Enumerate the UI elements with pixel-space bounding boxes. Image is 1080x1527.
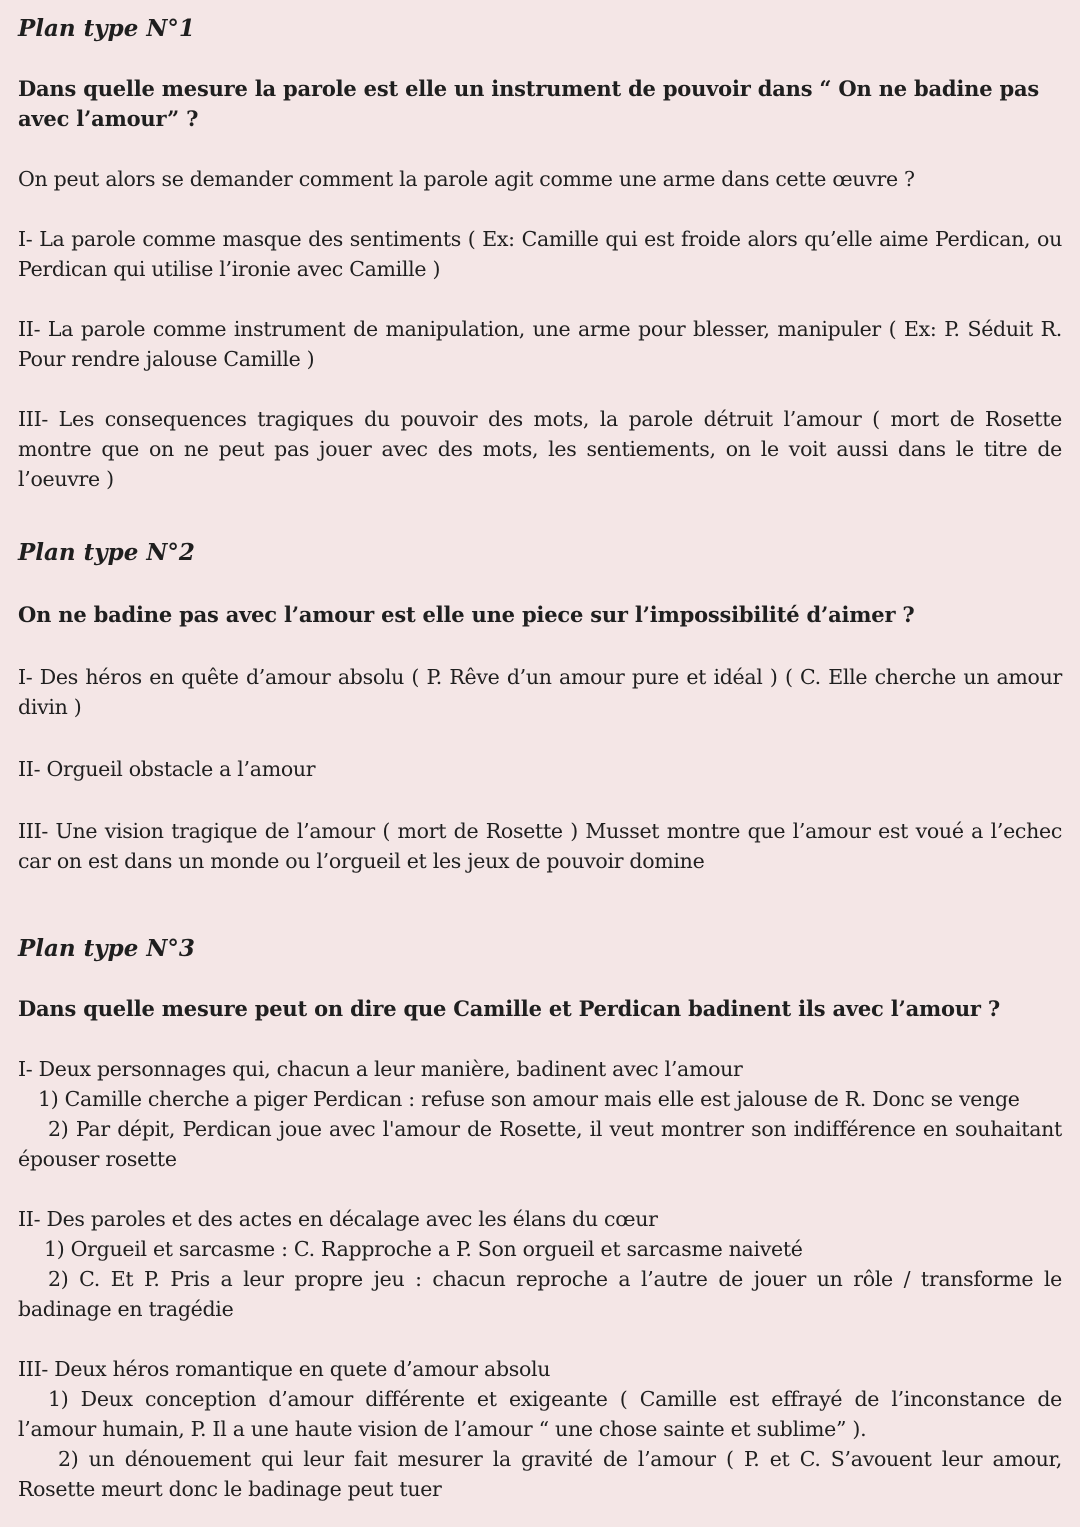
plan-2-part-1: I- Des héros en quête d’amour absolu ( P. Rêve d’un amour pure et idéal ) ( C. Elle cherche un amour divin ) xyxy=(18,665,1062,719)
plan-3-part-1-sub-1: 1) Camille cherche a piger Perdican : refuse son amour mais elle est jalouse de R. Donc se venge xyxy=(38,1087,1020,1111)
plan-3-question: Dans quelle mesure peut on dire que Camille et Perdican badinent ils avec l’amour ? xyxy=(18,996,1000,1021)
plan-2-title: Plan type N°2 xyxy=(18,539,195,566)
plan-1-question: Dans quelle mesure la parole est elle un instrument de pouvoir dans “ On ne badine pas avec l’amour” ? xyxy=(18,76,1040,131)
plan-3-part-2-sub-1: 1) Orgueil et sarcasme : C. Rapproche a P. Son orgueil et sarcasme naiveté xyxy=(44,1237,803,1261)
plan-2-part-3: III- Une vision tragique de l’amour ( mort de Rosette ) Musset montre que l’amour est voué a l’echec car on est dans un monde ou l’orgueil et les jeux de pouvoir domine xyxy=(18,819,1062,873)
plan-2-question: On ne badine pas avec l’amour est elle une piece sur l’impossibilité d’aimer ? xyxy=(18,602,915,627)
plan-3-part-1-sub-2: 2) Par dépit, Perdican joue avec l'amour de Rosette, il veut montrer son indifférence en souhaitant épouser rosette xyxy=(18,1117,1062,1171)
plan-3-part-3-heading: III- Deux héros romantique en quete d’amour absolu xyxy=(18,1357,551,1381)
plan-3-part-1-heading: I- Deux personnages qui, chacun a leur manière, badinent avec l’amour xyxy=(18,1057,743,1081)
plan-1-part-1: I- La parole comme masque des sentiments ( Ex: Camille qui est froide alors qu’elle aime Perdican, ou Perdican qui utilise l’ironie avec Camille ) xyxy=(18,227,1062,281)
plan-3-part-3-sub-2: 2) un dénouement qui leur fait mesurer la gravité de l’amour ( P. et C. S’avouent leur amour, Rosette meurt donc le badinage peut tuer xyxy=(18,1447,1062,1501)
plan-2-section xyxy=(18,538,1062,876)
plan-1-intro: On peut alors se demander comment la parole agit comme une arme dans cette œuvre ? xyxy=(18,167,915,191)
plan-1-part-2: II- La parole comme instrument de manipulation, une arme pour blesser, manipuler ( Ex: P. Séduit R. Pour rendre jalouse Camille ) xyxy=(18,317,1062,371)
plan-1-part-3: III- Les consequences tragiques du pouvoir des mots, la parole détruit l’amour ( mort de Rosette montre que on ne peut pas jouer avec des mots, les sentiements, on le voit aussi dans le titre de l’oeuvre ) xyxy=(18,407,1062,491)
plan-1-section xyxy=(18,14,1062,494)
plan-1-title: Plan type N°1 xyxy=(18,15,195,42)
plan-3-part-2-sub-2: 2) C. Et P. Pris a leur propre jeu : chacun reproche a l’autre de jouer un rôle / transforme le badinage en tragédie xyxy=(18,1267,1062,1321)
plan-3-section xyxy=(18,934,1062,1504)
plan-3-title: Plan type N°3 xyxy=(18,935,195,962)
plan-2-part-2: II- Orgueil obstacle a l’amour xyxy=(18,757,316,781)
plan-3-part-2-heading: II- Des paroles et des actes en décalage avec les élans du cœur xyxy=(18,1207,658,1231)
plan-3-part-3-sub-1: 1) Deux conception d’amour différente et exigeante ( Camille est effrayé de l’inconstance de l’amour humain, P. Il a une haute vision de l’amour “ une chose sainte et sublime” ). xyxy=(18,1387,1062,1441)
